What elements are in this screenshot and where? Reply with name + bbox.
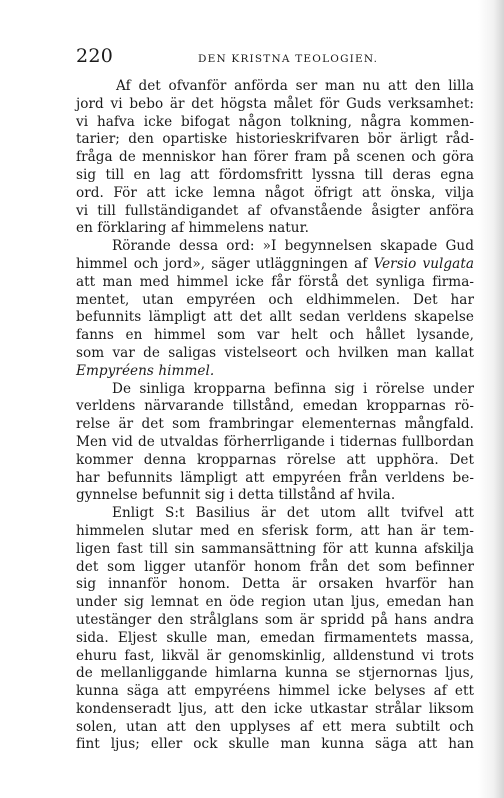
text-line: [76, 363, 474, 381]
italic-title: Versio vulgata: [373, 255, 475, 272]
page-number: 220: [76, 45, 114, 67]
text-line: mentet, utan empyréen och eldhimmelen. Det har: [76, 291, 474, 308]
running-head: DEN KRISTNA TEOLOGIEN.: [198, 53, 379, 65]
text-line: vi till fullständigandet af ofvanstående åsigter anföra: [76, 202, 474, 219]
text-line: en förklaring af himmelens natur.: [76, 220, 310, 237]
text-line: de mellanliggande himlarna kunna se stjernornas ljus,: [76, 665, 474, 682]
text-line: kunna säga att empyréens himmel icke belyses af ett: [76, 683, 474, 700]
text-line: kommer denna kropparnas rörelse att upphöra. Det: [76, 451, 474, 468]
text-line: utestänger den strålglans som är spridd på hans andra: [76, 611, 474, 628]
text-line: Rörande dessa ord: »I begynnelsen skapade Gud: [112, 238, 474, 255]
paragraph-1: [76, 78, 474, 238]
text-line: sig till en lag att fördomsfritt lyssna till deras egna: [76, 166, 474, 183]
text-line: Enligt S:t Basilius är det utom allt tvifvel att: [112, 505, 474, 522]
text-line: sida. Eljest skulle man, emedan firmamentets massa,: [76, 629, 474, 646]
paragraph-3: [76, 381, 474, 506]
text-line: som var de saligas vistelseort och hvilken man kallat: [76, 344, 474, 361]
text-line: tarier; den opartiske historieskrifvaren bör ärligt råd-: [76, 131, 474, 148]
text-line: Men vid de utvaldas förherrligande i tidernas fullbordan: [76, 433, 474, 450]
text-line: befunnits lämpligt att det allt sedan verldens skapelse: [76, 309, 474, 326]
text-line: fint ljus; eller ock skulle man kunna säga att han: [76, 736, 474, 753]
body-text: [76, 78, 474, 754]
text-line: under sig lemnat en öde region utan ljus, emedan han: [76, 594, 474, 611]
text-line: att man med himmel icke får förstå det synliga firma-: [76, 273, 474, 290]
text-line: sig innanför honom. Detta är orsaken hvarför han: [76, 576, 474, 593]
text-segment: himmel och jord», säger utläggningen af: [76, 255, 374, 272]
page-header: [76, 45, 476, 69]
paragraph-2: [76, 238, 474, 380]
text-line: gynnelse befunnit sig i detta tillstånd af hvila.: [76, 487, 396, 504]
text-line: De sinliga kropparna befinna sig i rörelse under: [112, 380, 474, 397]
page-gutter-shadow: [478, 0, 504, 798]
text-line: ligen fast till sin sammansättning för att kunna afskilja: [76, 540, 474, 557]
text-line: solen, utan att den upplyses af ett mera subtilt och: [76, 718, 474, 735]
text-line: Af det ofvanför anförda ser man nu att den lilla: [116, 78, 474, 94]
text-line: vi hafva icke bifogat någon tolkning, några kommen-: [76, 113, 474, 130]
text-line: jord vi bebo är det högsta målet för Guds verksamhet:: [76, 95, 474, 112]
text-line: kondenseradt ljus, att den icke utkastar strålar liksom: [76, 700, 474, 717]
text-line: ord. För att icke lemna något öfrigt att önska, vilja: [76, 184, 474, 201]
text-line: verldens närvarande tillstånd, emedan kropparnas rö-: [76, 398, 474, 415]
text-line: relse är det som frambringar elementernas mångfald.: [76, 416, 474, 433]
text-line: har befunnits lämpligt att empyréen från verldens be-: [76, 469, 474, 486]
text-line: det som ligger utanför honom från det som befinner: [76, 558, 474, 575]
text-line: fanns en himmel som var helt och hållet lysande,: [76, 327, 474, 344]
text-line: ehuru fast, likväl är genomskinlig, alldenstund vi trots: [76, 647, 474, 664]
text-line: [76, 256, 474, 274]
text-line: fråga de menniskor han förer fram på scenen och göra: [76, 149, 474, 166]
italic-title: Empyréens himmel.: [76, 362, 215, 379]
text-line: himmelen slutar med en sferisk form, att han är tem-: [76, 522, 474, 539]
paragraph-4: [76, 505, 474, 754]
